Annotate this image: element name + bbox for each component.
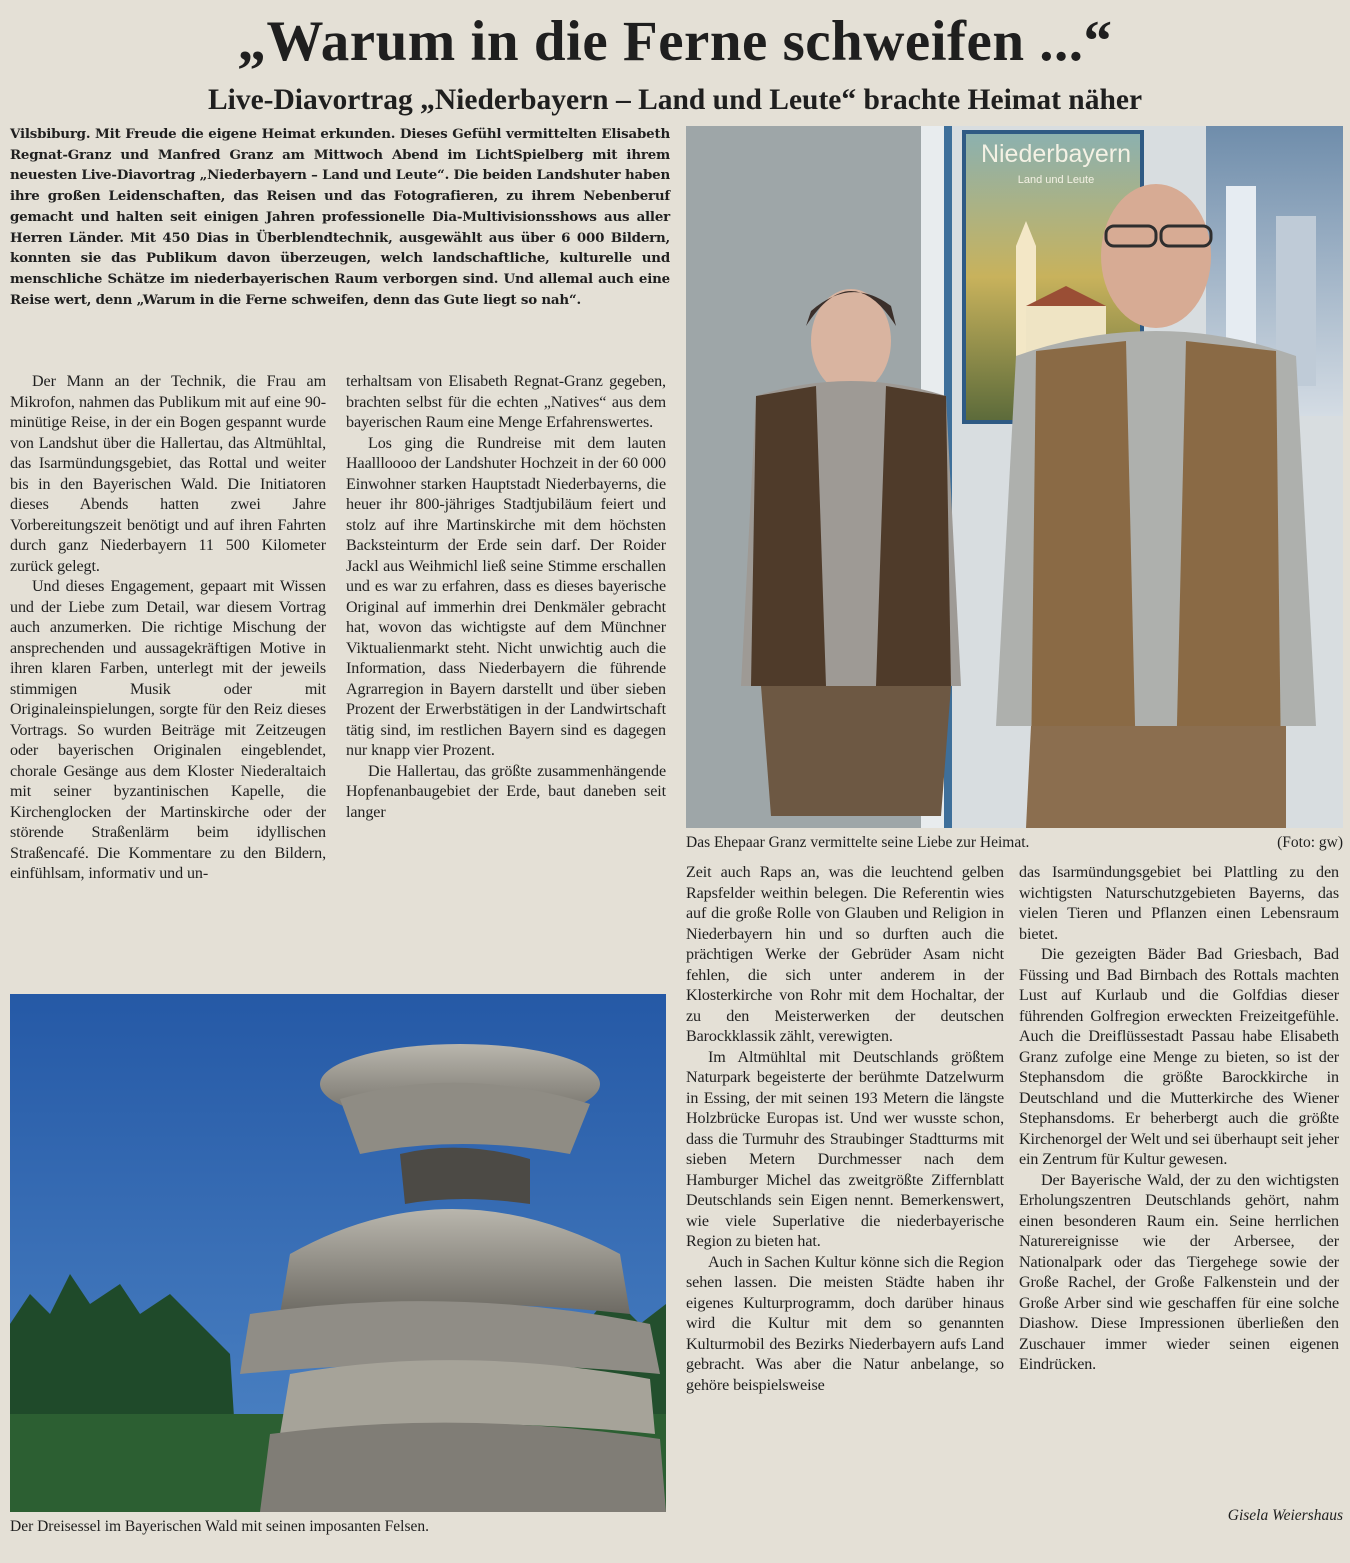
rock-photo-caption: Der Dreisessel im Bayerischen Wald mit seinen imposanten Felsen.: [10, 1518, 430, 1535]
article-paragraph: Auch in Sachen Kultur könne sich die Region sehen lassen. Die meisten Städte haben ihr eigenes Kulturprogramm, doch darüber hinaus wird die Kultur mit dem so genannten Kulturmobil des Bezirks Niederbayern aufs Land gebracht. Was aber die Natur anbelange, so gehöre beispielsweise: [686, 1253, 1004, 1394]
photo-credit: (Foto: gw): [1277, 834, 1343, 851]
article-paragraph: Im Altmühltal mit Deutschlands größtem Naturpark begeisterte der berühmte Datzelwurm in Essing, der mit seinen 193 Metern die längste Holzbrücke Europas ist. Und wer wusste schon, dass die Turmuhr des Straubinger Stadtturms mit sieben Metern Durchmesser nach dem Hamburger Michel das zweitgrößte Ziffernblatt Deutschlands sein Eigen nennt. Bemerkenswert, wie viele Superlative die niederbayerische Region zu bieten hat.: [686, 1048, 1004, 1250]
article-paragraph: Los ging die Rundreise mit dem lauten Haallloooo der Landshuter Hochzeit in der 60 000 Einwohner starken Hauptstadt Niederbayerns, die heuer ihr 800-jähriges Stadtjubiläum feiert und stolz auf ihre Martinskirche mit dem höchsten Backsteinturm der Erde sein darf. Der Roider Jackl aus Weihmichl ließ seine Stimme erschallen und es war zu erfahren, dass es dieses bayerische Original auf immerhin drei Denkmäler gebracht hat, wovon das wichtigste auf dem Münchner Viktualienmarkt steht. Nicht unwichtig auch die Information, dass Niederbayern die führende Agrarregion in Bayern darstellt und über sieben Prozent der Erwerbstätigen in der Landwirtschaft tätig sind, im restlichen Bayern sind es dagegen nur knapp vier Prozent.: [346, 434, 666, 759]
article-paragraph: Die gezeigten Bäder Bad Griesbach, Bad Füssing und Bad Birnbach des Rottals machten Lust auf Kurlaub und die Golfdias dieser führenden Golfregion erweckten Freizeitgefühle. Auch die Dreiflüssestadt Passau habe Elisabeth Granz zufolge eine Menge zu bieten, so ist der Stephansdom die größte Barockkirche in Deutschland und die Mutterkirche des Wiener Stephansdoms. Er beherbergt auch die größte Kirchenorgel der Welt und sei überhaupt seit jeher ein Zentrum für Kultur gewesen.: [1019, 946, 1339, 1168]
subheadline: Live-Diavortrag „Niederbayern – Land und Leute“ brachte Heimat näher: [207, 84, 1143, 116]
article-paragraph: Die Hallertau, das größte zusammenhängende Hopfenanbaugebiet der Erde, baut daneben seit langer: [346, 762, 666, 821]
article-paragraph: Zeit auch Raps an, was die leuchtend gelben Rapsfelder weithin belegen. Die Referentin wies auf die große Rolle von Glauben und Religion in Niederbayern hin und so durften auch die prächtigen Werke der Gebrüder Asam nicht fehlen, die sich unter anderem in der Klosterkirche von Rohr mit dem Hochaltar, der zu den Meisterwerken der deutschen Barockklassik zählt, verewigten.: [686, 864, 1004, 1045]
couple-illustration: [686, 126, 1343, 828]
article-paragraph: terhaltsam von Elisabeth Regnat-Granz gegeben, brachten selbst für die echten „Natives“ aus dem bayerischen Raum eine Menge Erfahrenswertes.: [346, 373, 666, 431]
article-column-4: [1019, 863, 1339, 1376]
rock-photo: [10, 994, 666, 1512]
poster-subtitle: Land und Leute: [1017, 174, 1095, 186]
rock-illustration: [10, 994, 666, 1512]
article-paragraph: das Isarmündungsgebiet bei Plattling zu den wichtigsten Naturschutzgebieten Bayerns, das vielen Tieren und Pflanzen einen Lebensraum bietet.: [1019, 864, 1339, 943]
poster-title: Niederbayern: [980, 140, 1132, 168]
couple-photo-caption: Das Ehepaar Granz vermittelte seine Liebe zur Heimat.: [686, 834, 1030, 851]
couple-photo: [686, 126, 1343, 828]
article-column-3: [686, 863, 1004, 1396]
headline: „Warum in die Ferne schweifen ...“: [237, 10, 1113, 73]
article-column-2: [346, 372, 666, 823]
article-paragraph: Und dieses Engagement, gepaart mit Wissen und der Liebe zum Detail, war diesem Vortrag auch anzumerken. Die richtige Mischung der ansprechenden und aussagekräftigen Motive in ihren klaren Farben, unterlegt mit der jeweils stimmigen Musik oder mit Originaleinspielungen, sorgte für den Reiz dieses Vortrags. So wurden Beiträge mit Zeitzeugen oder bayerischen Originalen eingeblendet, chorale Gesänge aus dem Kloster Niederaltaich mit seiner byzantinischen Kapelle, die Kirchenglocken der Martinskirche oder der störende Straßenlärm beim idyllischen Straßencafé. Die Kommentare zu den Bildern, einfühlsam, informativ und un-: [10, 578, 326, 882]
article-paragraph: Der Bayerische Wald, der zu den wichtigsten Erholungszentren Deutschlands gehört, nahm einen besonderen Raum ein. Seine herrlichen Naturereignisse wie der Arbersee, der Nationalpark oder das Tiergehege sowie der Große Rachel, der Große Falkenstein und der Große Arber sind wie geschaffen für eine solche Diashow. Diese Impressionen überließen den Zuschauer immer wieder seinen eigenen Eindrücken.: [1019, 1171, 1339, 1373]
lead-paragraph: Vilsbiburg. Mit Freude die eigene Heimat erkunden. Dieses Gefühl vermittelten Elisabeth Regnat-Granz und Manfred Granz am Mittwoch Abend im LichtSpielberg mit ihrem neuesten Live-Diavortrag „Niederbayern – Land und Leute“. Die beiden Landshuter haben ihre großen Leidenschaften, das Reisen und das Fotografieren, zu ihrem Nebenberuf gemacht und halten seit einigen Jahren professionelle Dia-Multivisionsshows aus aller Herren Länder. Mit 450 Dias in Überblendtechnik, ausgewählt aus über 6 000 Bildern, konnten sie das Publikum davon überzeugen, welch landschaftliche, kulturelle und menschliche Schätze im niederbayerischen Raum verborgen sind. Und allemal auch eine Reise wert, denn „Warum in die Ferne schweifen, denn das Gute liegt so nah“.: [10, 126, 670, 308]
byline: Gisela Weiershaus: [1227, 1507, 1343, 1524]
article-paragraph: Der Mann an der Technik, die Frau am Mikrofon, nahmen das Publikum mit auf eine 90-minütige Reise, in der ein Bogen gespannt wurde von Landshut über die Hallertau, das Altmühltal, das Isarmündungsgebiet, das Rottal und weiter bis in den Bayerischen Wald. Die Initiatoren dieses Abends hatten zwei Jahre Vorbereitungszeit benötigt und auf ihren Fahrten durch ganz Niederbayern 11 500 Kilometer zurück gelegt.: [10, 373, 326, 575]
article-column-1: [10, 372, 326, 885]
